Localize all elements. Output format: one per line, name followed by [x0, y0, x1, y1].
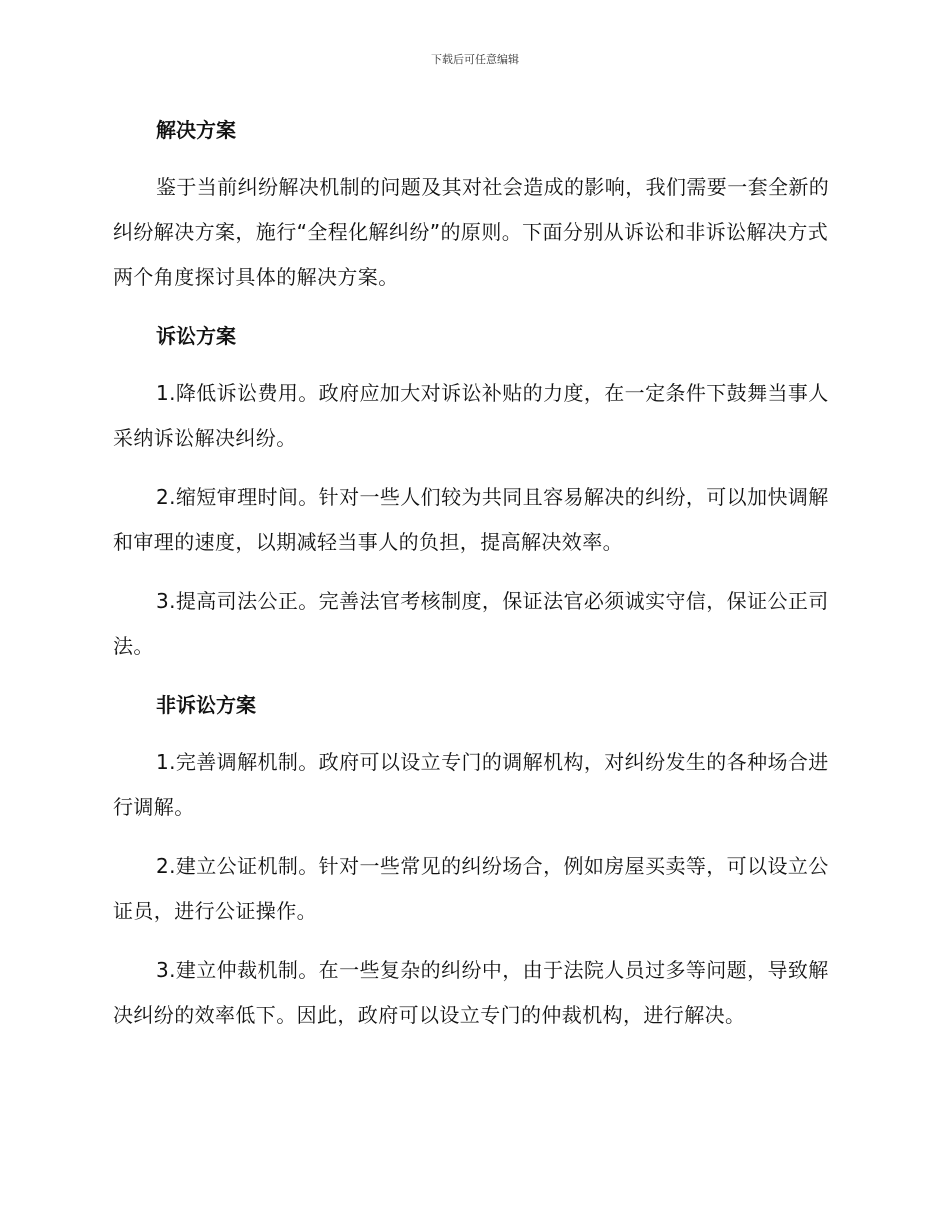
spacer: [113, 727, 843, 740]
section-title-litigation: 诉讼方案: [156, 324, 236, 348]
spacer: [113, 300, 843, 314]
non-litigation-item-2: 2.建立公证机制。针对一些常见的纠纷场合，例如房屋买卖等，可以设立公证员，进行公证操作。: [113, 854, 829, 923]
spacer: [113, 152, 843, 165]
litigation-item-1: 1.降低诉讼费用。政府应加大对诉讼补贴的力度，在一定条件下鼓舞当事人采纳诉讼解决纠纷。: [113, 381, 829, 450]
spacer: [113, 358, 843, 371]
page-header-note: 下载后可任意编辑: [431, 53, 519, 66]
spacer: [113, 830, 843, 844]
section-title-non-litigation: 非诉讼方案: [156, 693, 256, 717]
section-title-solutions: 解决方案: [156, 118, 236, 142]
litigation-item-3: 3.提高司法公正。完善法官考核制度，保证法官必须诚实守信，保证公正司法。: [113, 589, 829, 658]
non-litigation-item-1: 1.完善调解机制。政府可以设立专门的调解机构，对纠纷发生的各种场合进行调解。: [113, 750, 829, 819]
spacer: [113, 934, 843, 948]
spacer: [113, 461, 843, 475]
spacer: [113, 565, 843, 579]
non-litigation-item-3: 3.建立仲裁机制。在一些复杂的纠纷中，由于法院人员过多等问题，导致解决纠纷的效率低下。因此，政府可以设立专门的仲裁机构，进行解决。: [113, 958, 829, 1027]
intro-paragraph: 鉴于当前纠纷解决机制的问题及其对社会造成的影响，我们需要一套全新的纠纷解决方案，施行“全程化解纠纷”的原则。下面分别从诉讼和非诉讼解决方式两个角度探讨具体的解决方案。: [113, 175, 830, 289]
spacer: [113, 669, 843, 683]
document-body: [113, 108, 843, 1038]
litigation-item-2: 2.缩短审理时间。针对一些人们较为共同且容易解决的纠纷，可以加快调解和审理的速度，以期减轻当事人的负担，提高解决效率。: [113, 485, 829, 554]
